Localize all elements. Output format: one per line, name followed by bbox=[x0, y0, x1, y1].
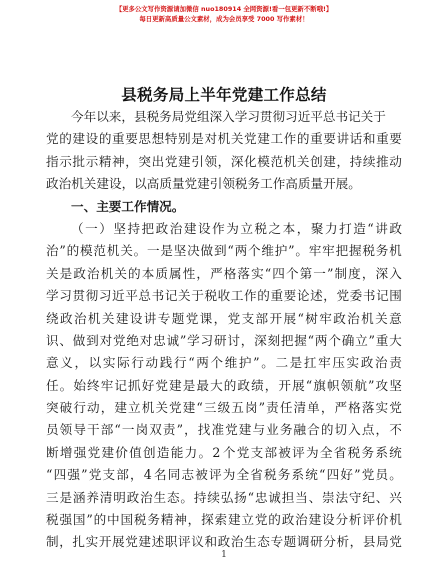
paragraph-line: 识 、 做 到 对 党 绝 对 忠 诚 ” 学 习 研 讨 ， 深 刻 把 握 “ 两 个 确 立 ” 重 大 bbox=[46, 332, 402, 348]
paragraph-line: 断 增 强 党 建 价 值 创 造 能 力 。 2 个 党 支 部 被 评 为 全 省 税 务 系 统 bbox=[46, 444, 402, 460]
promo-banner bbox=[0, 4, 448, 24]
paragraph-line: 治 ” 的 模 范 机 关 。 一 是 坚 决 做 到 “ 两 个 维 护 ” 。 牢 牢 把 握 税 务 机 bbox=[46, 243, 402, 259]
page-number: 1 bbox=[221, 550, 227, 560]
paragraph-line: 三 是 涵 养 清 明 政 治 生 态 。 持 续 弘 扬 “ 忠 诚 担 当 、 崇 法 守 纪 、 兴 bbox=[46, 489, 402, 505]
paragraph-line: 党 的 建 设 的 重 要 思 想 特 别 是 对 机 关 党 建 工 作 的 重 要 讲 话 和 重 要 bbox=[46, 131, 402, 147]
section-heading: 一、主要工作情况。 bbox=[71, 198, 185, 214]
paragraph-line: 税 强 国 ” 的 中 国 税 务 精 神 ， 探 索 建 立 党 的 政 治 建 设 分 析 评 价 机 bbox=[46, 512, 402, 528]
promo-banner-line-1: 【更多公文写作资源请加微信 nuo180914 全网资源!看一包更新不断哦!】 bbox=[115, 5, 333, 13]
promo-banner-line-2: 每日更新高质量公文素材，成为会员享受 7000 写作素材！ bbox=[139, 15, 309, 23]
paragraph-line: 绕 政 治 机 关 建 设 讲 专 题 党 课 ， 党 支 部 开 展 “ 树 牢 政 治 机 关 意 bbox=[46, 310, 402, 326]
paragraph-line: 政治机关建设，以高质量党建引领税务工作高质量开展。 bbox=[46, 176, 361, 192]
paragraph-line: 学 习 贯 彻 习 近 平 总 书 记 关 于 税 收 工 作 的 重 要 论 述 ， 党 委 书 记 围 bbox=[46, 288, 402, 304]
paragraph-line: 突 破 行 动 ， 建 立 机 关 党 建 “ 三 级 五 岗 ” 责 任 清 单 ， 严 格 落 实 党 bbox=[46, 400, 402, 416]
document-title: 县税务局上半年党建工作总结 bbox=[121, 85, 327, 104]
paragraph-line: （ 一 ） 坚 持 把 政 治 建 设 作 为 立 税 之 本 ， 聚 力 打 造 “ 讲 政 bbox=[71, 220, 402, 236]
paragraph-line: 制 ， 扎 实 开 展 党 建 述 职 评 议 和 政 治 生 态 专 题 调 研 分 析 ， 县 局 党 bbox=[46, 534, 402, 550]
paragraph-line: 任 。 始 终 牢 记 抓 好 党 建 是 最 大 的 政 绩 ， 开 展 “ 旗 帜 领 航 ” 攻 坚 bbox=[46, 377, 402, 393]
paragraph-line: “ 四 强 ” 党 支 部 ， 4 名 同 志 被 评 为 全 省 税 务 系 统 “ 四 好 ” 党 员 。 bbox=[46, 467, 402, 483]
paragraph-line: 指 示 批 示 精 神 ， 突 出 党 建 引 领 ， 深 化 模 范 机 关 创 建 ， 持 续 推 动 bbox=[46, 153, 402, 169]
paragraph-line: 员 领 导 干 部 “ 一 岗 双 责 ” ， 找 准 党 建 与 业 务 融 合 的 切 入 点 ， 不 bbox=[46, 422, 402, 438]
paragraph-line: 意 义 ， 以 实 际 行 动 践 行 “ 两 个 维 护 ” 。 二 是 扛 牢 压 实 政 治 责 bbox=[46, 355, 402, 371]
paragraph-line: 今年以来，县税务局党组深入学习贯彻习近平总书记关于 bbox=[71, 109, 386, 124]
paragraph-line: 关 是 政 治 机 关 的 本 质 属 性 ， 严 格 落 实 “ 四 个 第 一 ” 制 度 ， 深 入 bbox=[46, 265, 402, 281]
document-body bbox=[46, 106, 402, 554]
